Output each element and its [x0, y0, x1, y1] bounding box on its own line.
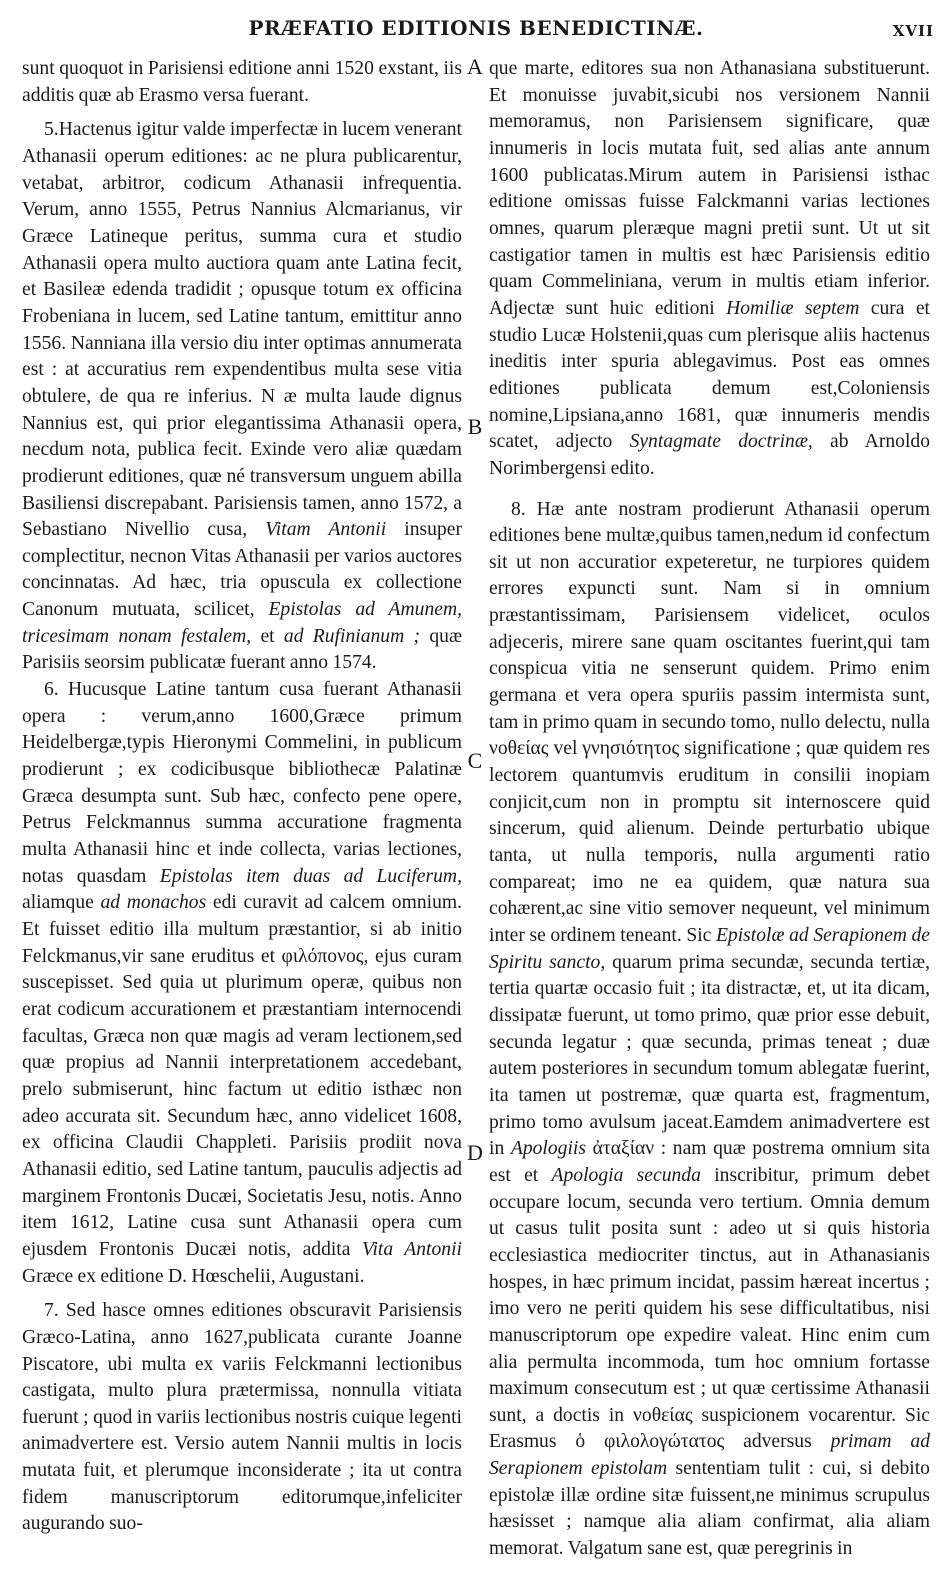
- page-title: PRÆFATIO EDITIONIS BENEDICTINÆ.: [248, 16, 704, 40]
- paragraph-text: et: [260, 625, 275, 647]
- paragraph-text: 8. Hæ ante nostram prodierunt Athanasii operum editiones bene multæ,quibus tamen,nedum id confectum sit ut non accuratior expeteretur, ne turpiores quidem errores expuncti sunt. Nam si in omnium præstantissimam, Parisiensem videlicet, oculos adjeceris, mirere sane quam oscitantes fuerint,qui tam conspicua vitia ne senserunt quidem. Primo enim germana et vera opera spuriis passim intermista sunt, tam in primo quam in secundo tomo, nullo delectu, nulla νοθείας vel γνησιότητος significatione ; quæ quidem res lectorem quantumvis eruditum in consilii inopiam conjicit,cum non in promptu sit internoscere quid sincerum, quid alienum. Deinde perturbatio ubique tanta, ut nulla temporis, nulla argumenti ratio compareat; imo ne ea quidem, quæ natura sua cohærent,ac sine vitio semover nequeunt, vel minimum inter se ordinem teneant. Sic: [489, 498, 930, 946]
- italic-title: Epistolas ad Amunem, tricesimam nonam festalem,: [22, 599, 462, 647]
- paragraph-6: [22, 677, 462, 1290]
- page-number: XVII: [892, 22, 934, 40]
- paragraph-text: inscribitur, primum debet occupare locum, secunda vero tertium. Omnia demum ut casus tulit posita sunt : adeo ut si quis historia ecclesiastica mediocriter tinctus, aut in Athanasianis hospes, in hæc primum incidat, passim hæreat incertus ; imo vero ne periti quidem his sese difficultatibus, nisi manuscriptorum ope expedire valeat. Hinc enim cum alia permulta incommoda, tum hoc omnium fortasse maximum consecutum est ; ut quæ certissime Athanasii sunt, a doctis in νοθείας suspicionem vocarentur. Sic Erasmus ὁ φιλολογώτατος adversus: [489, 1164, 930, 1453]
- paragraph-text: 6. Hucusque Latine tantum cusa fuerant Athanasii opera : verum,anno 1600,Græce primum Heidelbergæ,typis Hieronymi Commelini, in publicum prodierunt ; ex codicibusque bibliothecæ Palatinæ Græca desumpta sunt. Sub hæc, confecto pene opere, Petrus Felckmannus summa accuratione fragmenta multa Athanasii hinc et inde collecta, varias lectiones, notas quasdam: [22, 679, 462, 887]
- paragraph-text: Græce ex editione D. Hœschelii, Augustani.: [22, 1265, 365, 1287]
- margin-letter-a: A: [467, 54, 483, 79]
- italic-title: Epistolæ ad Serapionem de Spiritu sancto,: [489, 925, 930, 973]
- paragraph-5: [22, 117, 462, 677]
- paragraph-text: quarum prima secundæ, secunda tertiæ, tertia quartæ occasio fuit ; ita distractæ, et, ut ita dicam, dissipatæ fuerunt, ut tomo primo, quæ prior esse debuit, secunda legatur ; quæ secunda, primas teneat ; duæ autem posteriores in secundum tomum ablegatæ fuerint, ita tamen ut postremæ, quæ quarta est, fragmentum, primo tomo avulsum jaceat.Eamdem animadvertere est in: [489, 951, 930, 1160]
- paragraph-text: que marte, editores sua non Athanasiana substituerunt. Et monuisse juvabit,sicubi nos versionem Nannii memoramus, non Parisiensem significare, quæ innumeris in locis mutata fuit, sed alias ante annum 1600 publicatas.Mirum autem in Parisiensi isthac editione omissas fuisse Falckmanni varias lectiones omnes, quarum pleræque magni pretii sunt. Ut ut sit castigatior tamen in multis est hæc Parisiensis editio quam Commeliniana, verum in multis etiam inferior. Adjectæ sunt huic editioni: [489, 58, 930, 319]
- italic-title: Vitam Antonii: [265, 519, 387, 541]
- italic-title: Apologiis: [510, 1138, 586, 1160]
- italic-title: Homiliæ septem: [726, 297, 860, 319]
- paragraph-text: aliamque: [22, 892, 94, 914]
- paragraph-text: sententiam tulit : cui, si debito epistolæ illæ ordine sitæ fuissent,ne minimus scrupulus hæsisset ; namque alia aliam confirmat, alia aliam memorat. Valgatum sane est, quæ peregrinis in: [489, 1458, 930, 1560]
- left-column: [22, 56, 462, 1538]
- italic-title: Syntagmate doctrinæ,: [629, 431, 813, 453]
- paragraph-8: [489, 497, 930, 1563]
- paragraph-text: edi curavit ad calcem omnium. Et fuisset editio illa multum præstantior, si ab initio Felckmanus,vir sane eruditus et φιλόπονος, ejus curam suscepisset. Sed quia ut plurimum operæ, quibus non erat codicum accurationem et præstantiam internocendi facultas, Græca non quæ magis ad veram lectionem,sed quæ propius ad Nannii interpretationem accedebant, prelo submiserunt, hinc factum ut editio isthæc non adeo accurata sit. Secundum hæc, anno videlicet 1608, ex officina Claudii Chappleti. Parisiis prodiit nova Athanasii editio, sed Latine tantum, pauculis adjectis ad marginem Frontonis Ducæi, Societatis Jesu, notis. Anno item 1612, Latine cusa sunt Athanasii opera cum ejusdem Frontonis Ducæi notis, addita: [22, 892, 463, 1260]
- margin-letter-c: C: [467, 748, 483, 773]
- italic-title: primam ad Serapionem epistolam: [489, 1431, 930, 1480]
- italic-title: ad Rufinianum ;: [283, 625, 421, 647]
- paragraph-7: 7. Sed hasce omnes editiones obscuravit Parisiensis Græco-Latina, anno 1627,publicata curante Joanne Piscatore, ubi multa ex variis Felckmanni lectionibus castigata, multo plura prætermissa, nonnulla vitiata fuerunt ; quod in variis lectionibus nostris cuique legenti animadvertere est. Versio autem Nannii multis in locis mutata fuit, et plerumque inconsiderate ; ita ut contra fidem manuscriptorum editorumque,infeliciter augurando suo-: [22, 1300, 462, 1535]
- paragraph-continuation: [489, 56, 930, 483]
- italic-title: ad monachos: [100, 892, 207, 914]
- right-column: [489, 56, 930, 1563]
- paragraph-text: insuper complectitur, necnon Vitas Athanasii per varios auctores concinnatas. Ad hæc, tria opuscula ex collectione Canonum mutuata, scilicet,: [22, 519, 462, 621]
- italic-title: Epistolas item duas ad Luciferum,: [159, 865, 462, 887]
- paragraph-text: cura et studio Lucæ Holstenii,quas cum plerisque aliis hactenus ineditis inter spuria ablegavimus. Post eas omnes editiones publicata demum est,Coloniensis nomine,Lipsiana,anno 1681, quæ innumeris mendis scatet, adjecto: [489, 297, 930, 453]
- paragraph-text: quæ Parisiis seorsim publicatæ fuerant anno 1574.: [22, 625, 463, 674]
- italic-title: Vita Antonii: [361, 1238, 462, 1260]
- margin-letter-b: B: [467, 414, 483, 439]
- paragraph-text: ab Arnoldo Norimbergensi edito.: [489, 431, 930, 479]
- margin-letter-d: D: [467, 1140, 483, 1165]
- running-header: [0, 12, 952, 42]
- paragraph-text: 5.Hactenus igitur valde imperfectæ in lucem venerant Athanasii operum editiones: ac ne plura publicarentur, vetabat, arbitror, codicum Athanasii infrequentia. Verum, anno 1555, Petrus Nannius Alcmarianus, vir Græce Latineque peritus, summa cura et studio Athanasii opera multo auctiora quam ante Latina fecit, et Basileæ edenda tradidit ; opusque totum ex officina Frobeniana in lucem, sed Latine tantum, emittitur anno 1556. Nanniana illa versio diu inter optimas annumerata est : at accuratius rem expendentibus multa sese vitia obtulere, de qua re inferius. N æ multa laude dignus Nannius est, qui prior elegantissima Athanasii opera, necdum nota, publica fecit. Exinde vero aliæ quædam prodierunt editiones, quæ né transversum unguem abilla Basiliensi discrepabant. Parisiensis tamen, anno 1572, a Sebastiano Nivellio cusa,: [22, 119, 462, 541]
- paragraph-continuation: sunt quoquot in Parisiensi editione anni 1520 exstant, iis additis quæ ab Erasmo versa fuerant.: [22, 58, 462, 106]
- italic-title: Apologia secunda: [551, 1164, 701, 1186]
- paragraph-text: ἀταξίαν : nam quæ postrema omnium sita est et: [489, 1138, 930, 1186]
